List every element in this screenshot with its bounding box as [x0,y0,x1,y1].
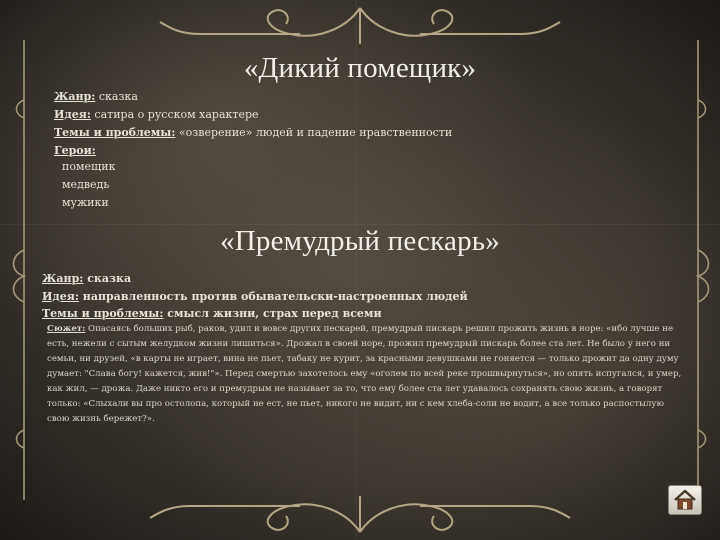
genre-value: сказка [98,90,138,103]
right-ornament [688,40,716,500]
heroes-label: Герои: [54,144,96,157]
idea-label: Идея: [42,290,79,303]
hero-item: мужики [62,196,109,209]
themes-label: Темы и проблемы: [42,307,164,320]
section2-idea [42,289,468,304]
themes-value: «озверение» людей и падение нравственности [178,126,453,139]
idea-label: Идея: [54,108,91,121]
idea-value: направленность против обывательски-настроенных людей [82,290,468,303]
plot-label: Сюжет: [47,324,86,334]
section2-plot [47,322,685,427]
section2-genre [42,271,131,286]
left-ornament [6,40,34,500]
top-ornament [0,0,720,60]
themes-label: Темы и проблемы: [54,126,176,139]
section1-genre [54,89,138,104]
themes-value: смысл жизни, страх перед всеми [167,307,382,320]
hero-item: помещик [62,160,116,173]
genre-label: Жанр: [54,90,96,103]
genre-label: Жанр: [42,272,84,285]
hero-item: медведь [62,178,110,191]
section1-title: «Дикий помещик» [243,52,477,84]
bottom-ornament [0,480,720,540]
section1-idea [54,107,259,122]
section2-themes [42,306,382,321]
section1-themes [54,125,452,140]
home-button[interactable] [668,485,702,515]
genre-value: сказка [87,272,132,285]
home-icon [669,486,701,514]
plot-text: Опасаясь больших рыб, раков, удил и вовсе других пескарей, премудрый пискарь решил прожить жизнь в норе: «ибо лучше не есть, нежели с сытым желудком жизни лишиться». Дрожал в своей норе, прожил премудрый пискарь более ста лет. Не было у него ни семьи, ни друзей, «в карты не играет, вина не пьет, табаку не курит, за красными девушками не гоняется — только дрожит да одну думу думает: "Слава богу! кажется, жив!"». Перед смертью захотелось ему «оголем по всей реке прошвырнуться», но опять испугался, и умер, как жил, — дрожа. Даже никто его и премудрым не называет за то, что ему более ста лет удавалось сохранять свою жизнь, а говорят только: «Слыхали вы про остолопа, который не ест, не пьет, никого не видит, ни с кем хлеба-соли не водит, а все только распостылую свою жизнь бережет?». [47,324,682,424]
section1-heroes-heading [54,143,96,158]
idea-value: сатира о русском характере [94,108,259,121]
section2-title: «Премудрый пескарь» [220,225,500,257]
